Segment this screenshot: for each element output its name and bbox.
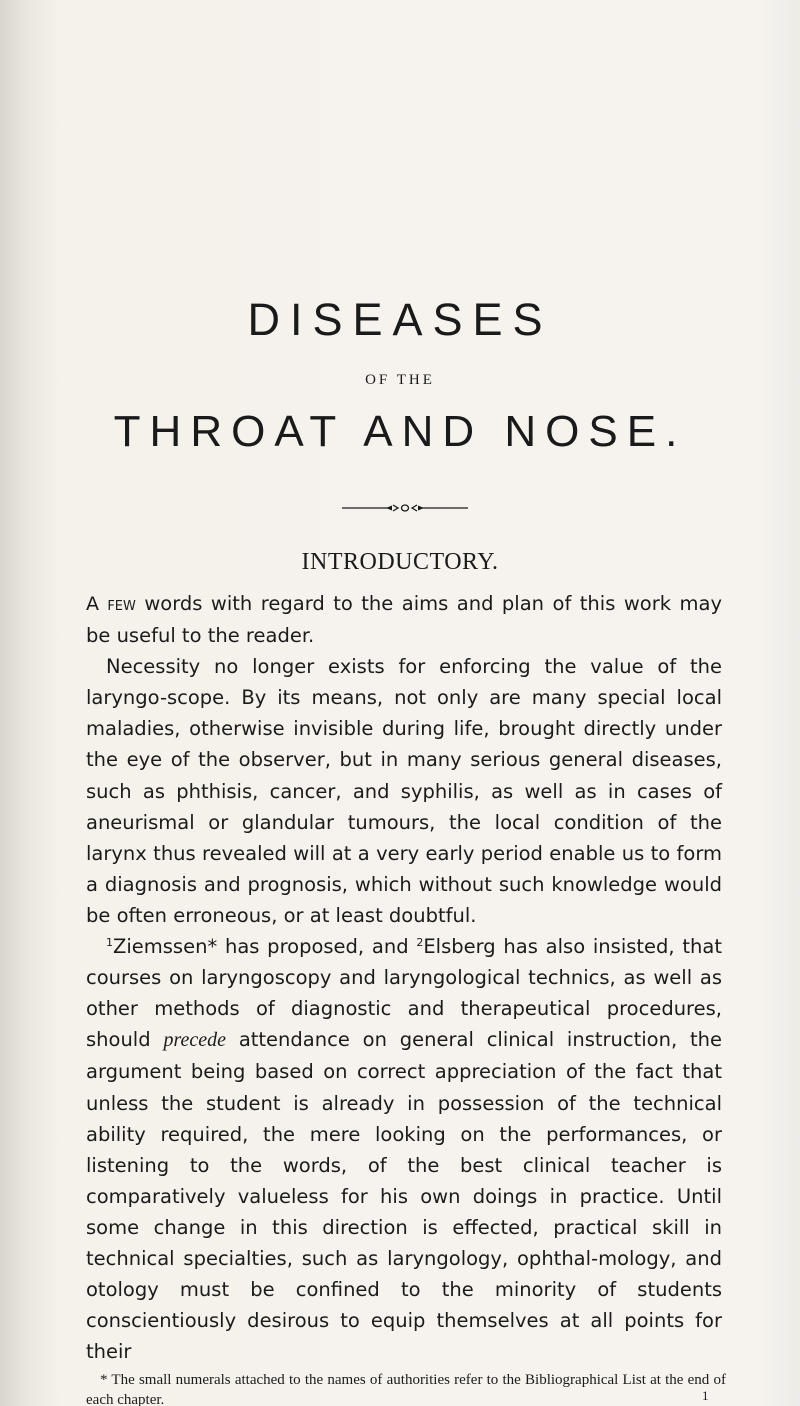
emphasis-precede: precede xyxy=(163,1029,226,1052)
paragraph-3-text-a: Ziemssen* has proposed, and xyxy=(113,935,417,959)
footnote xyxy=(86,1370,726,1406)
paragraph-1 xyxy=(86,588,722,651)
footnote-text: * The small numerals attached to the names of authorities refer to the Bibliographical List at the end of each chapter. xyxy=(86,1372,726,1406)
paragraph-3 xyxy=(86,931,722,1367)
title-of-the: OF THE xyxy=(365,372,435,388)
section-heading: INTRODUCTORY. xyxy=(301,549,499,575)
paragraph-3-text-c: attendance on general clinical instruction, the argument being based on correct appreciation of the fact that unless the student is already in possession of the technical ability required, the mere looking on the performances, or listening to the words, of the best clinical teacher is comparatively valueless for his own doings in practice. Until some change in this direction is effected, practical skill in technical specialties, such as laryngology, ophthal-mology, and otology must be confined to the minority of students conscientiously desirous to equip themselves at all points for their xyxy=(86,1028,722,1364)
paragraph-1-text: words with regard to the aims and plan of this work may be useful to the reader. xyxy=(86,592,722,648)
title-diseases: DISEASES xyxy=(247,294,553,345)
ornament-divider xyxy=(342,504,468,512)
paragraph-1-lead: A few xyxy=(86,593,136,615)
reference-numeral-2: 2 xyxy=(416,936,424,950)
paragraph-3-text-b: Elsberg has also insisted, that courses on laryngoscopy and laryngological technics, as well as other methods of diagnostic and therapeutical procedures, should xyxy=(86,935,722,1052)
paragraph-2: Necessity no longer exists for enforcing the value of the laryngo-scope. By its means, not only are many special local maladies, otherwise invisible during life, brought directly under the eye of the observer, but in many serious general diseases, such as phthisis, cancer, and syphilis, as well as in cases of aneurismal or glandular tumours, the local condition of the larynx thus revealed will at a very early period enable us to form a diagnosis and prognosis, which without such knowledge would be often erroneous, or at least doubtful. xyxy=(86,655,722,927)
title-throat-and-nose: THROAT AND NOSE. xyxy=(113,407,687,456)
body-text xyxy=(86,588,722,1367)
reference-numeral-1: 1 xyxy=(106,936,113,950)
page-number: 1 xyxy=(702,1388,709,1403)
